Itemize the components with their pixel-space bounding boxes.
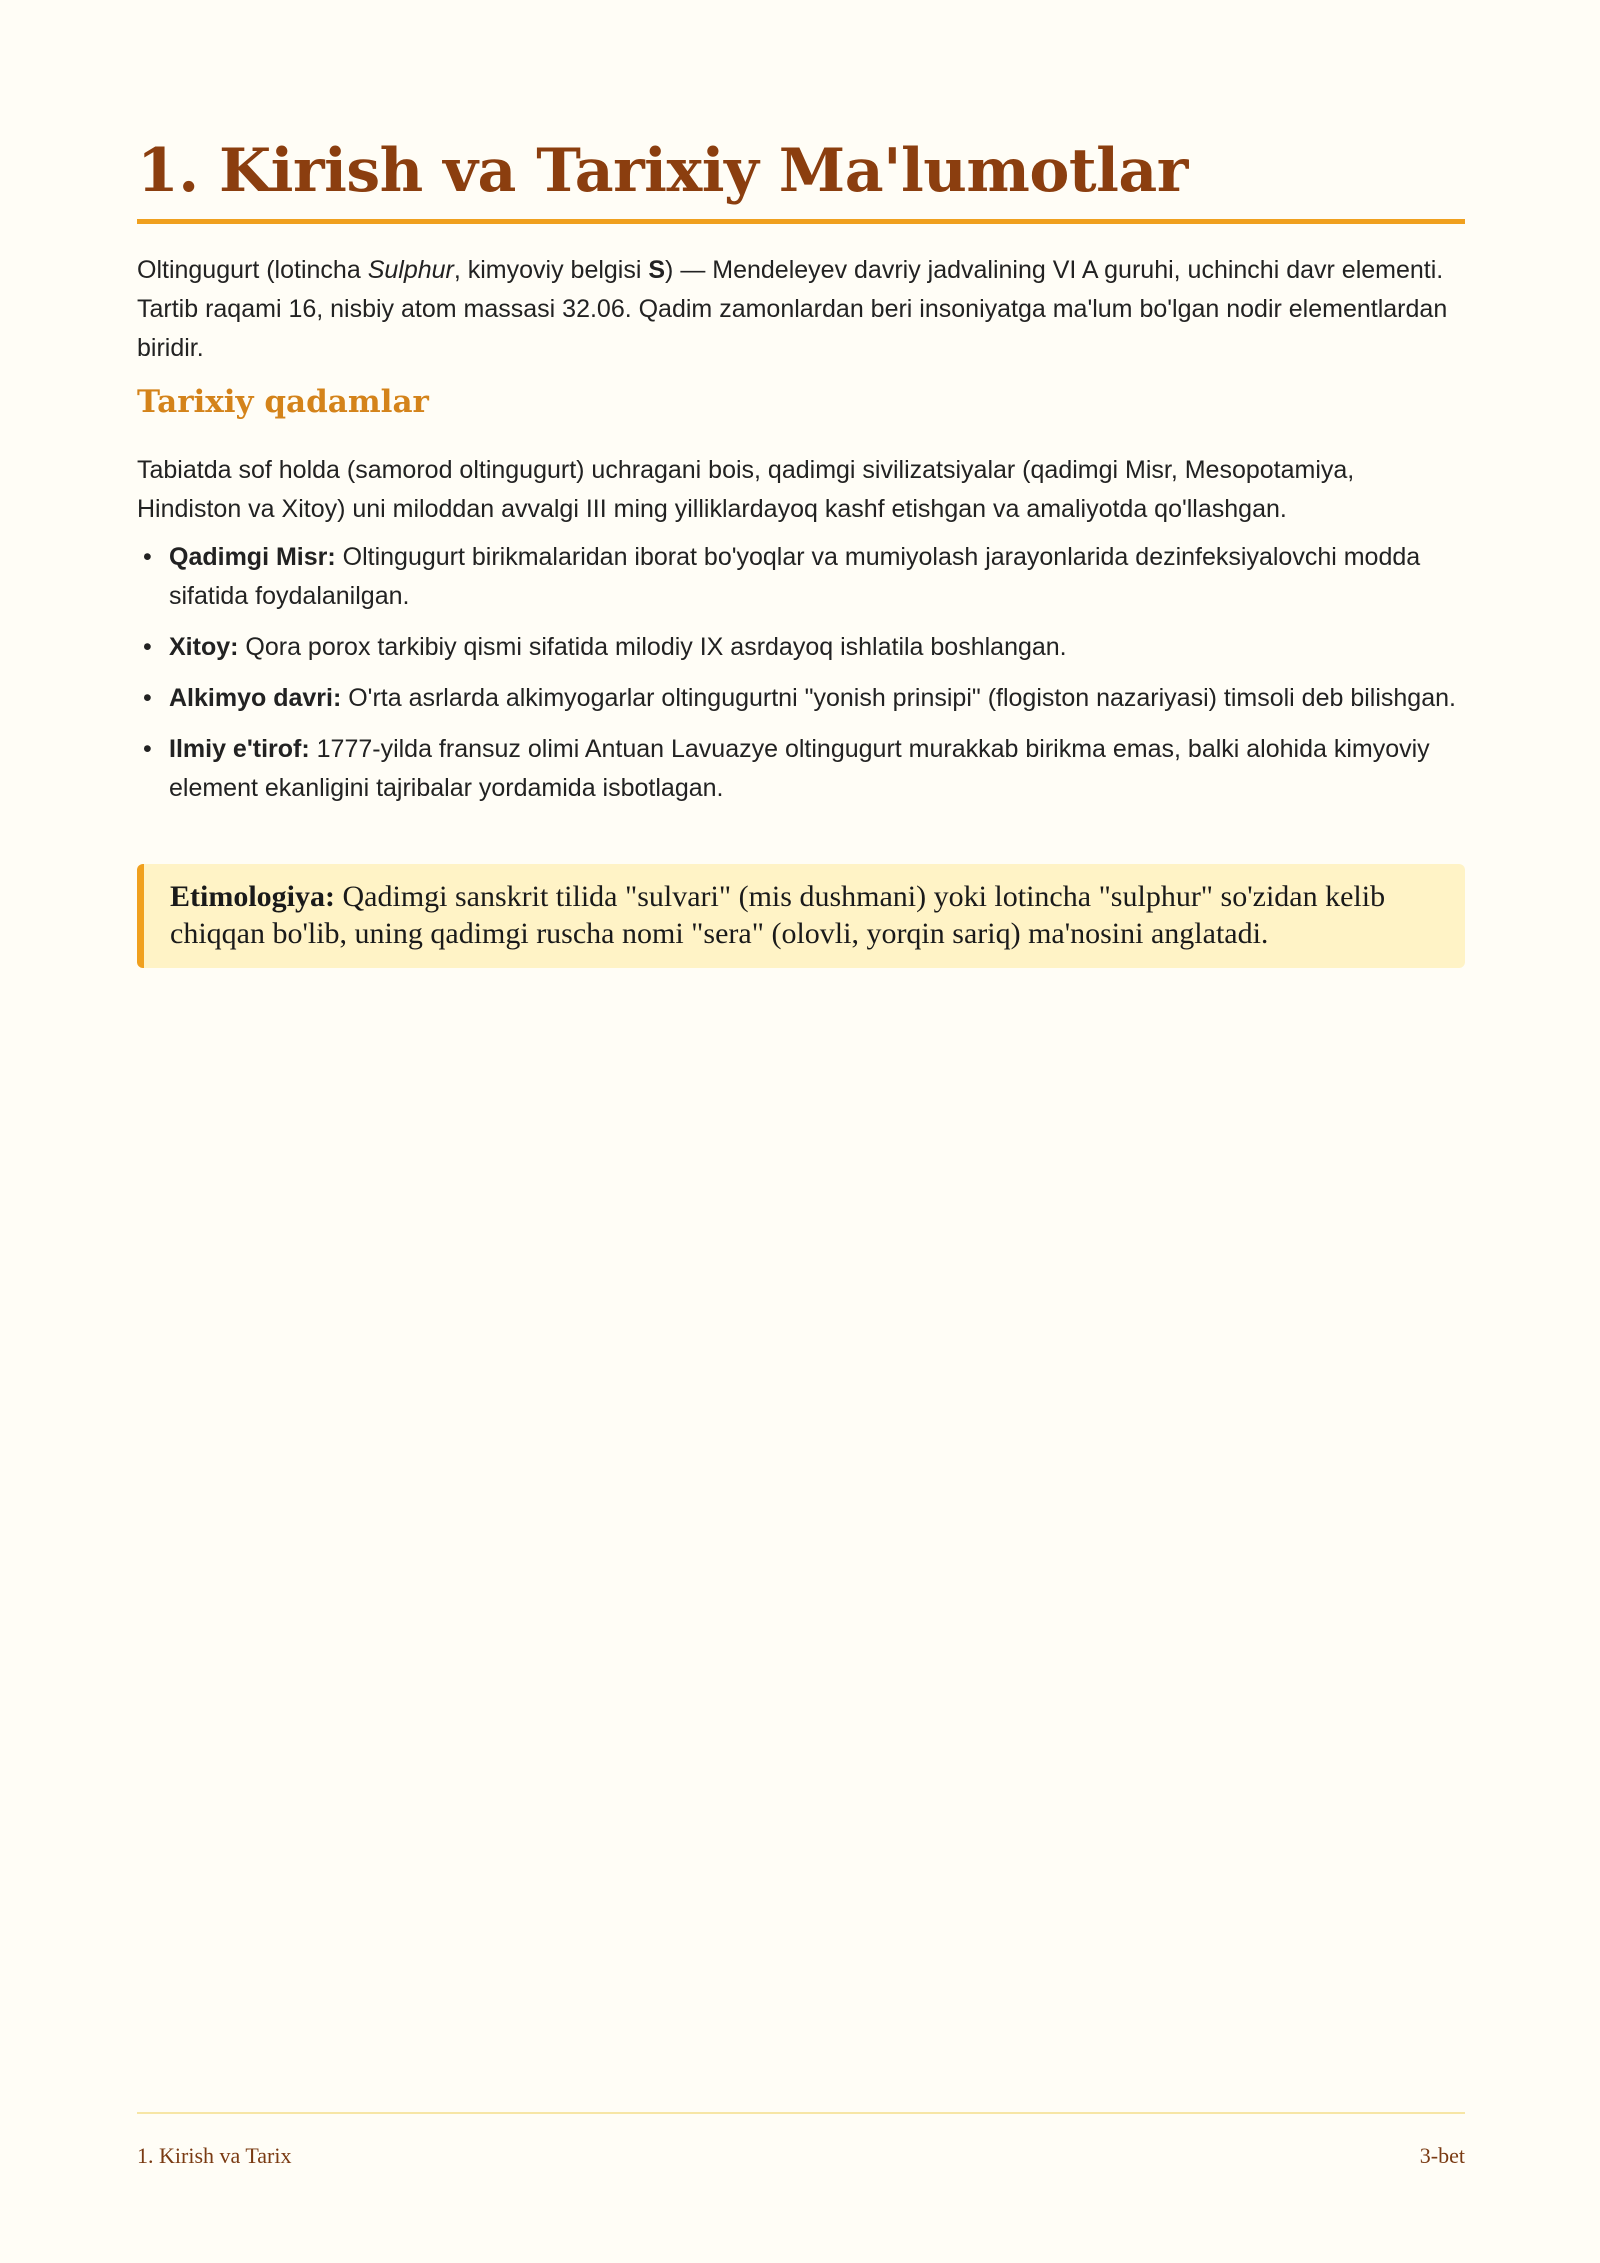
list-item bbox=[137, 538, 1465, 616]
history-list bbox=[137, 538, 1465, 820]
intro-text-1: Oltingugurt (lotincha bbox=[137, 256, 368, 284]
list-item-text: 1777-yilda fransuz olimi Antuan Lavuazye oltingugurt murakkab birikma emas, balki alohida kimyoviy element ekanligini tajribalar yordamida isbotlagan. bbox=[169, 735, 1430, 802]
callout-text: Qadimgi sanskrit tilida "sulvari" (mis dushmani) yoki lotincha "sulphur" so'zidan kelib chiqqan bo'lib, uning qadimgi ruscha nomi "sera" (olovli, yorqin sariq) ma'nosini anglatadi. bbox=[170, 880, 1386, 950]
title-underline bbox=[137, 219, 1465, 224]
list-item-label: Qadimgi Misr: bbox=[169, 543, 336, 571]
list-item-text: O'rta asrlarda alkimyogarlar oltingugurtni "yonish prinsipi" (flogiston nazariyasi) timsoli deb bilishgan. bbox=[341, 684, 1456, 712]
intro-symbol: S bbox=[648, 256, 666, 284]
intro-latin-name: Sulphur bbox=[367, 256, 454, 284]
intro-paragraph bbox=[137, 251, 1465, 368]
history-paragraph: Tabiatda sof holda (samorod oltingugurt) uchragani bois, qadimgi sivilizatsiyalar (qadimgi Misr, Mesopotamiya, Hindiston va Xitoy) uni miloddan avvalgi III ming yilliklardayoq kashf etishgan va amaliyotda qo'llashgan. bbox=[137, 456, 1355, 523]
footer-section-title: 1. Kirish va Tarix bbox=[137, 2143, 292, 2168]
bullet-icon: • bbox=[143, 633, 152, 661]
bullet-icon: • bbox=[143, 735, 152, 763]
bullet-icon: • bbox=[143, 684, 152, 712]
list-item-label: Xitoy: bbox=[169, 633, 239, 661]
list-item bbox=[137, 628, 1465, 667]
list-item bbox=[137, 730, 1465, 808]
bullet-icon: • bbox=[143, 543, 152, 571]
footer-divider bbox=[137, 2112, 1465, 2114]
list-item-text: Qora porox tarkibiy qismi sifatida milodiy IX asrdayoq ishlatila boshlangan. bbox=[238, 633, 1067, 661]
list-item bbox=[137, 679, 1465, 718]
callout-label: Etimologiya: bbox=[170, 880, 335, 913]
footer-page-number: 3-bet bbox=[1419, 2143, 1465, 2168]
intro-text-2: , kimyoviy belgisi bbox=[453, 256, 649, 284]
list-item-label: Alkimyo davri: bbox=[169, 684, 342, 712]
list-item-label: Ilmiy e'tirof: bbox=[169, 735, 310, 763]
etymology-callout bbox=[137, 864, 1465, 968]
intro-text-3: ) — Mendeleyev davriy jadvalining VI A guruhi, uchinchi davr elementi. Tartib raqami 16, nisbiy atom massasi 32.06. Qadim zamonlardan beri insoniyatga ma'lum bo'lgan nodir elementlardan biridir. bbox=[137, 256, 1448, 362]
list-item-text: Oltingugurt birikmalaridan iborat bo'yoqlar va mumiyolash jarayonlarida dezinfeksiyalovchi modda sifatida foydalanilgan. bbox=[169, 543, 1421, 610]
page-title: 1. Kirish va Tarixiy Ma'lumotlar bbox=[137, 136, 1188, 206]
section-subtitle: Tarixiy qadamlar bbox=[137, 384, 429, 420]
